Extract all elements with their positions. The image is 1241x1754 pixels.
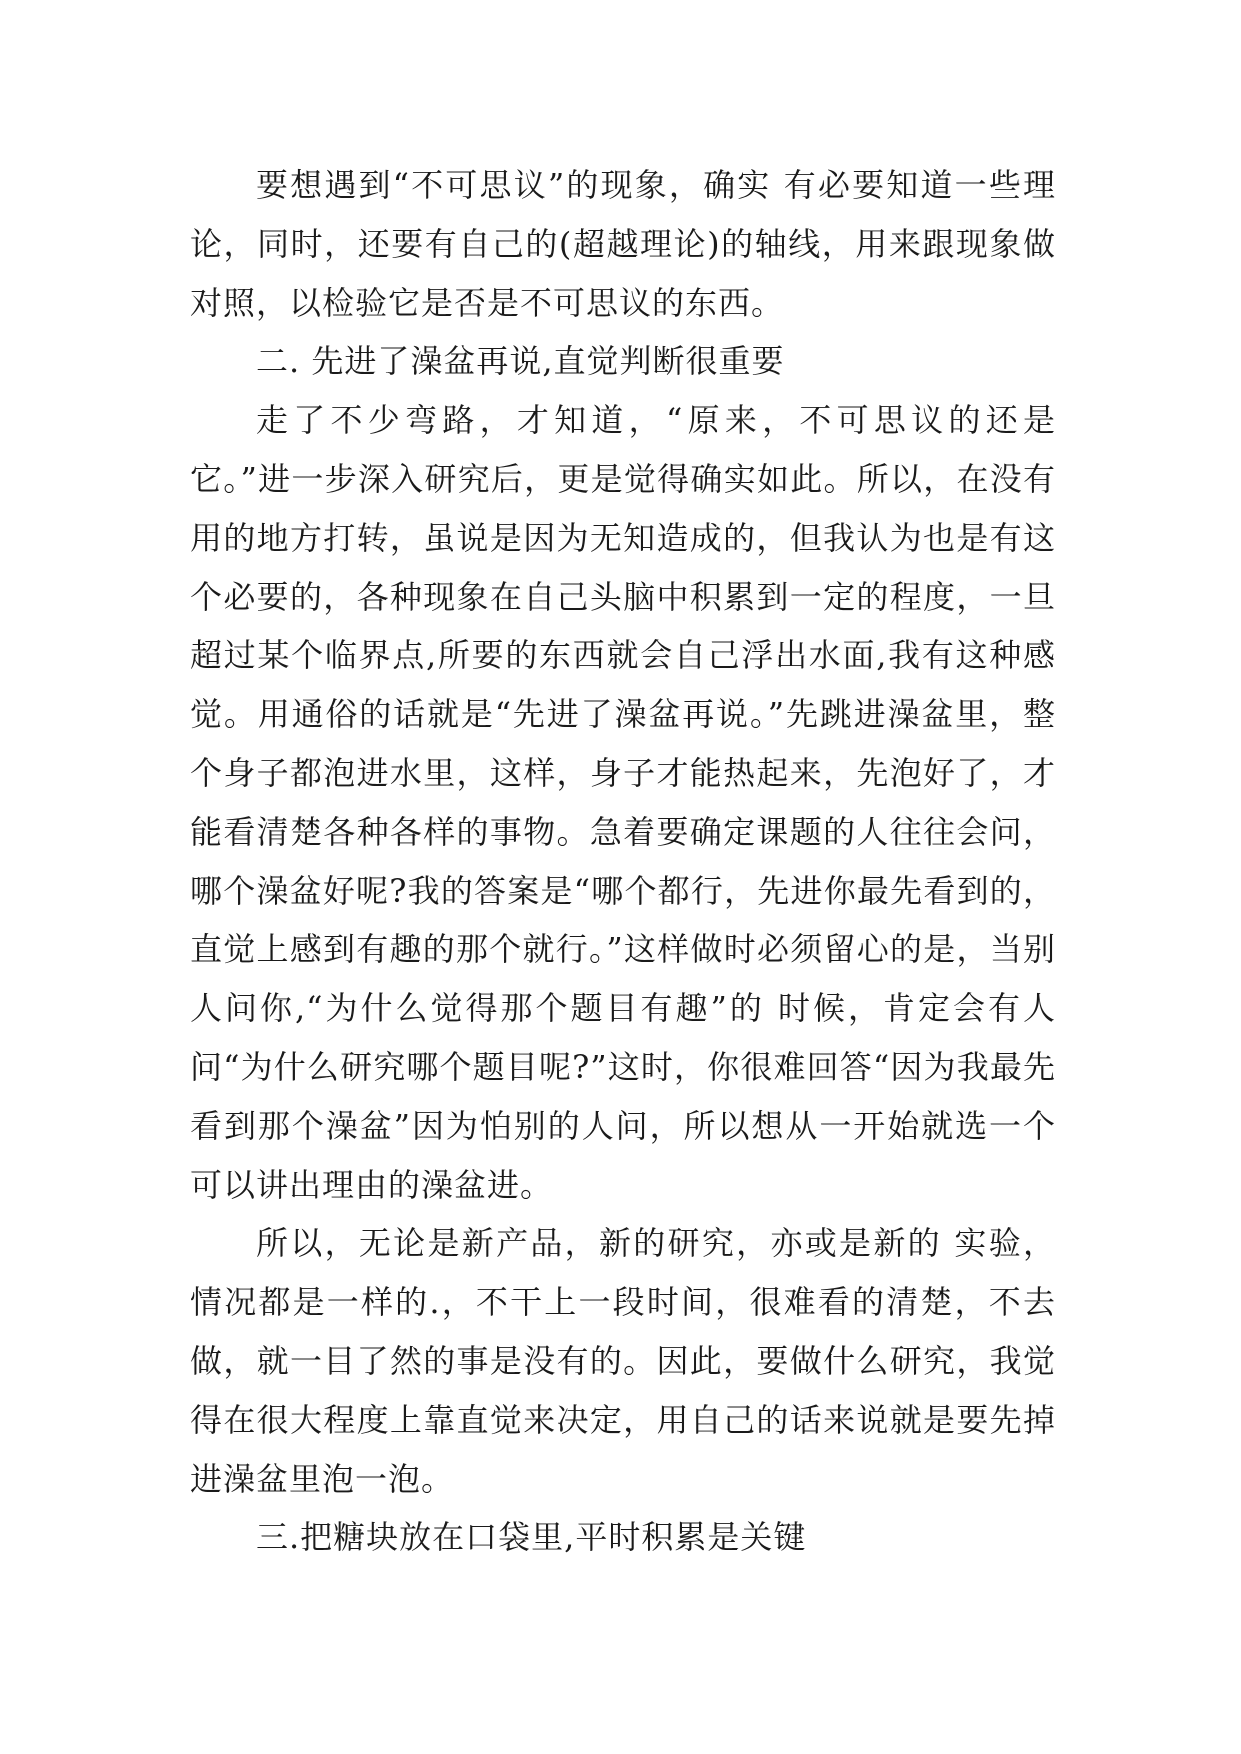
section-heading-bathtub: 二. 先进了澡盆再说,直觉判断很重要 xyxy=(256,342,785,381)
document-body xyxy=(190,156,1056,1567)
paragraph-intuition: 所以，无论是新产品，新的研究，亦或是新的 实验，情况都是一样的.，不干上一段时间，很难看的清楚，不去做，就一目了然的事是没有的。因此，要做什么研究，我觉得在很大程度上靠直觉来决定，用自己的话来说就是要先掉进澡盆里泡一泡。 xyxy=(190,1224,1056,1498)
section-heading-candy: 三.把糖块放在口袋里,平时积累是关键 xyxy=(256,1518,807,1557)
paragraph-theory-axis: 要想遇到“不可思议”的现象，确实 有必要知道一些理论，同时，还要有自己的(超越理论)的轴线，用来跟现象做对照，以检验它是否是不可思议的东西。 xyxy=(190,166,1056,322)
paragraph-bathtub: 走了不少弯路，才知道，“原来，不可思议的还是它。”进一步深入研究后，更是觉得确实如此。所以，在没有用的地方打转，虽说是因为无知造成的，但我认为也是有这个必要的，各种现象在自己头脑中积累到一定的程度，一旦超过某个临界点,所要的东西就会自己浮出水面,我有这种感觉。用通俗的话就是“先进了澡盆再说。”先跳进澡盆里，整个身子都泡进水里，这样，身子才能热起来，先泡好了，才能看清楚各种各样的事物。急着要确定课题的人往往会问，哪个澡盆好呢?我的答案是“哪个都行，先进你最先看到的，直觉上感到有趣的那个就行。”这样做时必须留心的是，当别人问你,“为什么觉得那个题目有趣”的 时候，肯定会有人问“为什么研究哪个题目呢?”这时，你很难回答“因为我最先看到那个澡盆”因为怕别的人问，所以想从一开始就选一个可以讲出理由的澡盆进。 xyxy=(190,401,1056,1204)
